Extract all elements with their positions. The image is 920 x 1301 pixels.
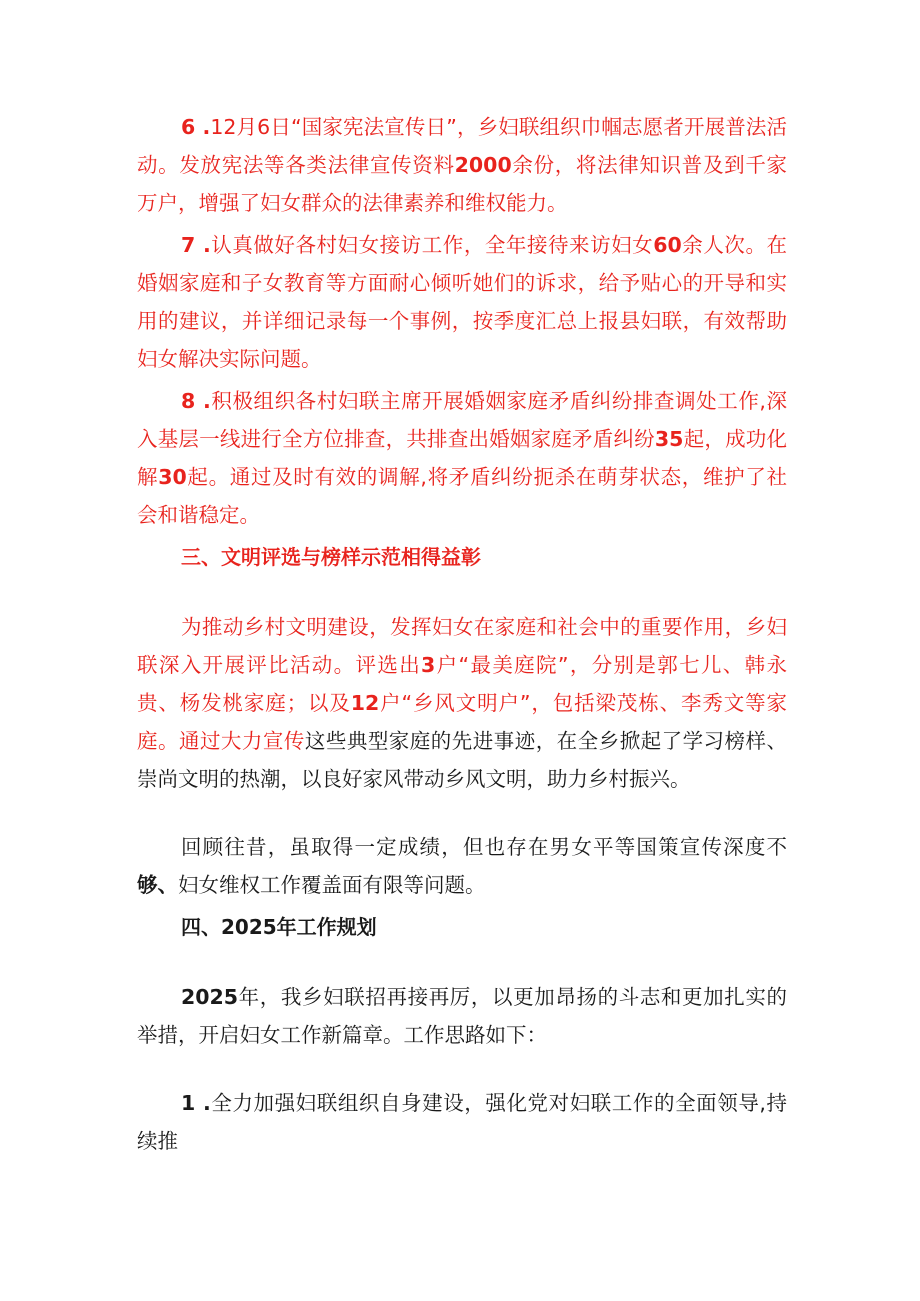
paragraph-plan-item-1: 1 .全力加强妇联组织自身建设，强化党对妇联工作的全面领导,持续推 <box>137 1091 787 1153</box>
paragraph-item-7: 7 .认真做好各村妇女接访工作，全年接待来访妇女60余人次。在婚姻家庭和子女教育等方面耐心倾听她们的诉求，给予贴心的开导和实用的建议，并详细记录每一个事例，按季度汇总上报县妇联，有效帮助妇女解决实际问题。 <box>137 233 787 371</box>
section-heading-4: 四、2025年工作规划 <box>181 915 377 939</box>
paragraph-plan: 2025年，我乡妇联招再接再厉，以更加昂扬的斗志和更加扎实的举措，开启妇女工作新篇章。工作思路如下： <box>137 985 787 1047</box>
item-number: 6 . <box>181 115 211 139</box>
paragraph-item-8: 8 .积极组织各村妇联主席开展婚姻家庭矛盾纠纷排查调处工作,深入基层一线进行全方位排查，共排查出婚姻家庭矛盾纠纷35起，成功化解30起。通过及时有效的调解,将矛盾纠纷扼杀在萌芽状态，维护了社会和谐稳定。 <box>137 389 788 527</box>
paragraph-item-6: 6 .12月6日“国家宪法宣传日”，乡妇联组织巾帼志愿者开展普法活动。发放宪法等各类法律宣传资料2000余份，将法律知识普及到千家万户，增强了妇女群众的法律素养和维权能力。 <box>137 115 788 215</box>
item-number: 8 . <box>181 389 211 413</box>
section-heading-3: 三、文明评选与榜样示范相得益彰 <box>181 545 481 569</box>
item-number: 7 . <box>181 233 211 257</box>
paragraph-civilization: 为推动乡村文明建设，发挥妇女在家庭和社会中的重要作用，乡妇联深入开展评比活动。评选出3户“最美庭院”，分别是郭七儿、韩永贵、杨发桃家庭；以及12户“乡风文明户”，包括梁茂栋、李秀文等家庭。通过大力宣传这些典型家庭的先进事迹，在全乡掀起了学习榜样、崇尚文明的热潮，以良好家风带动乡风文明，助力乡村振兴。 <box>137 615 788 791</box>
item-number: 1 . <box>181 1091 211 1115</box>
paragraph-review: 回顾往昔，虽取得一定成绩，但也存在男女平等国策宣传深度不够、妇女维权工作覆盖面有限等问题。 <box>137 835 787 897</box>
document-page <box>137 108 787 1160</box>
